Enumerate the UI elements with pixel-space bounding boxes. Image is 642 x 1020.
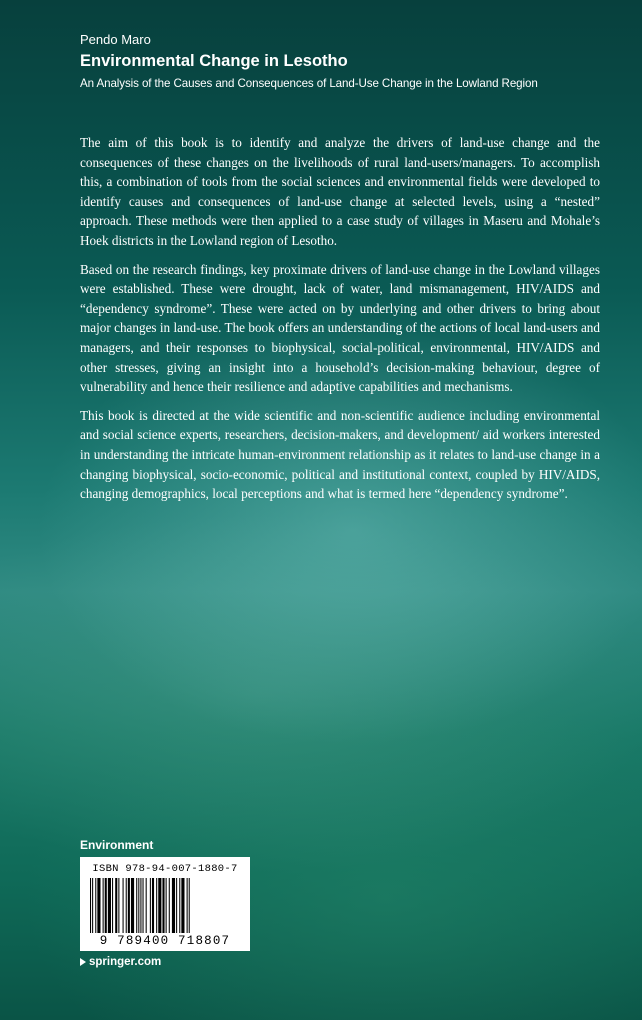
barcode-bar bbox=[156, 878, 157, 933]
barcode-bar bbox=[140, 878, 141, 933]
barcode-bar bbox=[143, 878, 144, 933]
blurb-paragraph-3: This book is directed at the wide scientific and non-scientific audience including environmental and social science experts, researchers, decision-makers, and development/ aid workers interested in understanding the intricate human-environment relationship as it relates to land-use change in a changing biophysical, socio-economic, political and institutional context, coupled by HIV/AIDS, changing demographics, local perceptions and what is termed here “dependency syndrome”. bbox=[80, 407, 600, 502]
barcode-bar bbox=[112, 878, 113, 933]
barcode-bar bbox=[131, 878, 134, 933]
barcode-bar bbox=[105, 878, 107, 933]
barcode-icon bbox=[88, 878, 242, 933]
book-subtitle: An Analysis of the Causes and Consequences of Land-Use Change in the Lowland Region bbox=[80, 77, 538, 90]
publisher-link[interactable] bbox=[80, 956, 161, 968]
barcode-bar bbox=[152, 878, 154, 933]
barcode-bar bbox=[189, 878, 190, 933]
barcode-digits: 9 789400 718807 bbox=[99, 934, 231, 948]
barcode-bar bbox=[90, 878, 91, 933]
barcode-bar bbox=[150, 878, 151, 933]
barcode-bar bbox=[95, 878, 96, 933]
blurb-text bbox=[80, 133, 600, 513]
book-title: Environmental Change in Lesotho bbox=[80, 52, 348, 70]
blurb-paragraph-2: Based on the research findings, key proximate drivers of land-use change in the Lowland villages were established. These were drought, lack of water, land mismanagement, HIV/AIDS and “dependency syndrome”. These were acted on by underlying and other drivers to bring about major changes in land-use. The book offers an understanding of the actions of local land-users and managers, and their responses to biophysical, social-political, environmental, HIV/AIDS and other stresses, giving an insight into a household’s decision-making behaviour, degree of vulnerability and hence their resilience and adaptive capabilities and mechanisms. bbox=[80, 261, 600, 395]
barcode-bar bbox=[126, 878, 127, 933]
barcode-bar bbox=[103, 878, 104, 933]
barcode-bar bbox=[146, 878, 147, 933]
barcode-bar bbox=[179, 878, 180, 933]
subject-category: Environment bbox=[80, 838, 154, 852]
barcode-bar bbox=[118, 878, 119, 933]
barcode-bar bbox=[97, 878, 100, 933]
author-name: Pendo Maro bbox=[80, 32, 151, 47]
arrow-right-icon bbox=[80, 958, 86, 966]
barcode-bar bbox=[158, 878, 161, 933]
barcode-bar bbox=[123, 878, 124, 933]
cover-header bbox=[80, 32, 620, 90]
barcode-bar bbox=[115, 878, 117, 933]
barcode-bar bbox=[136, 878, 137, 933]
barcode-bar bbox=[92, 878, 93, 933]
barcode-bar bbox=[138, 878, 139, 933]
barcode-bar bbox=[166, 878, 167, 933]
barcode-bar bbox=[169, 878, 170, 933]
barcode-bar bbox=[176, 878, 177, 933]
barcode-label bbox=[80, 857, 250, 951]
barcode-bar bbox=[108, 878, 111, 933]
isbn-number: ISBN 978-94-007-1880-7 bbox=[92, 863, 238, 875]
barcode-bar bbox=[128, 878, 130, 933]
blurb-paragraph-1: The aim of this book is to identify and analyze the drivers of land-use change and the consequences of these changes on the livelihoods of rural land-users/managers. To accomplish this, a combination of tools from the social sciences and environmental fields were developed to identify causes and consequences of land-use change at selected levels, using a “nested” approach. These methods were then applied to a case study of villages in Maseru and Mohale’s Hoek districts in the Lowland region of Lesotho. bbox=[80, 135, 600, 248]
barcode-bar bbox=[172, 878, 175, 933]
barcode-bar bbox=[187, 878, 188, 933]
publisher-url: springer.com bbox=[89, 956, 162, 968]
barcode-bar bbox=[162, 878, 164, 933]
barcode-bar bbox=[181, 878, 184, 933]
